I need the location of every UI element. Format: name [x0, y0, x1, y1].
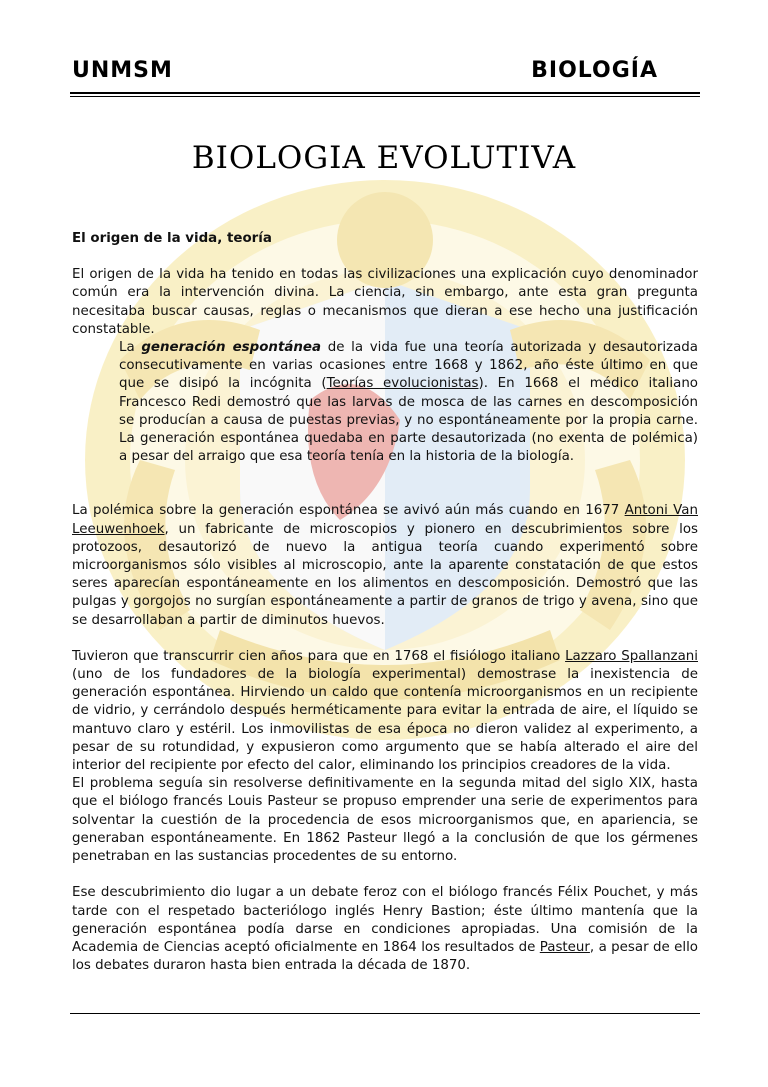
link-teorias-evolucionistas[interactable]: Teorías evolucionistas [326, 376, 479, 392]
paragraph-leeuwenhoek: La polémica sobre la generación espontánea se avivó aún más cuando en 1677 Antoni Van Leeuwenhoek, un fabricante de microscopios y pionero en descubrimientos sobre los protozoos, desautorizó de nuevo la antigua teoría cuando experimentó sobre microorganismos sólo visibles al microscopio, ante la aparente constatación de que estos seres aparecían espontáneamente en los alimentos en descomposición. Demostró que las pulgas y gorgojos no surgían espontáneamente a partir de granos de trigo y avena, sino que se desarrollaban a partir de diminutos huevos. [72, 503, 698, 628]
keyword-generacion-espontanea: generación espontánea [141, 340, 322, 356]
link-pasteur[interactable]: Pasteur [539, 939, 590, 955]
paragraph-debate: Ese descubrimiento dio lugar a un debate feroz con el biólogo francés Félix Pouchet, y más tarde con el respetado bacteriólogo inglés Henry Bastion; éste último mantenía que la generación espontánea podía darse en condiciones apropiadas. Una comisión de la Academia de Ciencias aceptó oficialmente en 1864 los resultados de Pasteur, a pesar de ello los debates duraron hasta bien entrada la década de 1870. [72, 885, 698, 974]
document-title: BIOLOGIA EVOLUTIVA [191, 140, 577, 176]
section-heading: El origen de la vida, teoría [72, 231, 272, 246]
paragraph-intro: El origen de la vida ha tenido en todas las civilizaciones una explicación cuyo denominador común era la intervención divina. La ciencia, sin embargo, ante esta gran pregunta necesitaba buscar causas, reglas o mecanismos que dieran a ese hecho una justificación constatable. [72, 267, 698, 337]
header-rule [70, 92, 700, 94]
header-rule-thin [70, 96, 700, 97]
paragraph-pasteur: El problema seguía sin resolverse definitivamente en la segunda mitad del siglo XIX, hasta que el biólogo francés Louis Pasteur se propuso emprender una serie de experimentos para solventar la cuestión de la procedencia de esos microorganismos que, en apariencia, se generaban espontáneamente. En 1862 Pasteur llegó a la conclusión de que los gérmenes penetraban en las sustancias procedentes de su entorno. [72, 776, 698, 865]
document-body [72, 230, 698, 975]
paragraph-spallanzani: Tuvieron que transcurrir cien años para que en 1768 el fisiólogo italiano Lazzaro Spallanzani (uno de los fundadores de la biología experimental) demostrase la inexistencia de generación espontánea. Hirviendo un caldo que contenía microorganismos en un recipiente de vidrio, y cerrándolo después herméticamente para evitar la entrada de aire, el líquido se mantuvo claro y estéril. Los inmovilistas de esa época no dieron validez al experimento, a pesar de su rotundidad, y expusieron como argumento que se había alterado el aire del interior del recipiente por efecto del calor, eliminando los principios creadores de la vida. [72, 648, 698, 774]
page-header [72, 58, 658, 88]
header-subject: BIOLOGÍA [531, 58, 658, 83]
footer-rule [70, 1013, 700, 1014]
link-antoni-van-leeuwenhoek[interactable]: Antoni Van Leeuwenhoek [72, 503, 698, 537]
link-lazzaro-spallanzani[interactable]: Lazzaro Spallanzani [565, 648, 698, 664]
paragraph-generacion-espontanea: La generación espontánea de la vida fue una teoría autorizada y desautorizada consecutivamente en varias ocasiones entre 1668 y 1862, año éste último en que que se disipó la incógnita (Teorías evolucionistas). En 1668 el médico italiano Francesco Redi demostró que las larvas de mosca de las carnes en descomposición se producían a causa de puestas previas, y no espontáneamente por la propia carne. La generación espontánea quedaba en parte desautorizada (no exenta de polémica) a pesar del arraigo que esa teoría tenía en la historia de la biología. [119, 340, 698, 465]
header-institution: UNMSM [72, 58, 173, 83]
